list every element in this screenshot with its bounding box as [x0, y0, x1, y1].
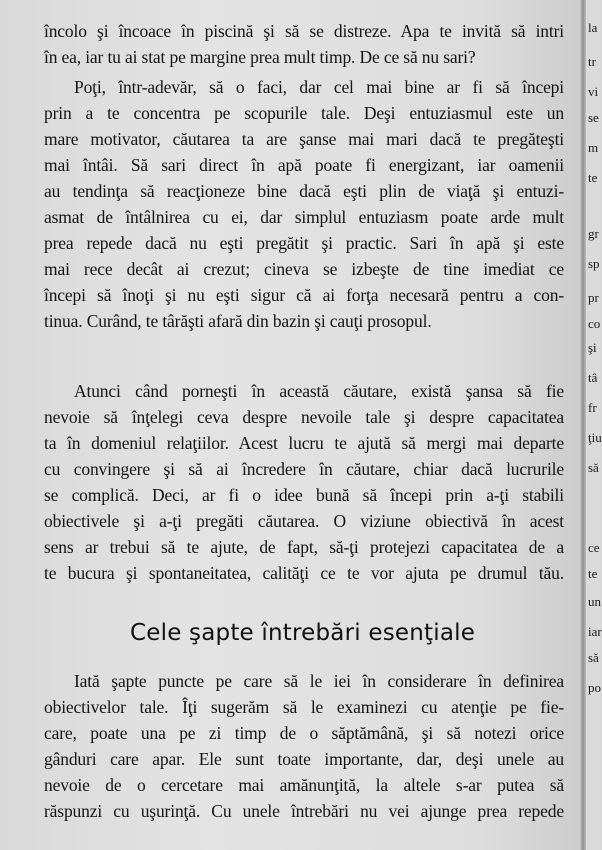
text-line: începi să înoţi şi nu eşti sigur că ai forţa necesară pentru a con-: [44, 285, 564, 305]
facing-page-fragment: se: [588, 110, 599, 125]
facing-page-fragment: co: [588, 316, 601, 331]
text-line: în ea, iar tu ai stat pe margine prea mult timp. De ce să nu sari?: [44, 47, 476, 67]
text-line: nevoie de o cercetare mai amănunţită, la altele s-ar putea să: [44, 775, 564, 795]
text-line: mai rece decât ai crezut; cineva se izbeşte de tine imediat ce: [44, 259, 564, 279]
facing-page-fragment: să: [588, 460, 599, 475]
facing-page-fragment: sp: [588, 256, 600, 271]
facing-page-fragment: să: [588, 650, 599, 665]
text-line: mai întâi. Să sari direct în apă poate fi energizant, iar oamenii: [44, 155, 564, 175]
section-heading: Cele şapte întrebări esenţiale: [130, 620, 476, 646]
facing-page-fragment: m: [588, 140, 599, 155]
text-line: cu convingere şi să ai încredere în căutare, chiar dacă lucrurile: [44, 459, 564, 479]
text-line: Poţi, într-adevăr, să o faci, dar cel mai bine ar fi să începi: [74, 77, 564, 97]
facing-page-fragment: pr: [588, 290, 599, 305]
facing-page-fragment: gr: [588, 226, 599, 241]
text-line: asmat de întâlnirea cu ei, dar simplul entuziasm poate arde mult: [44, 207, 564, 227]
facing-page-edge: [586, 0, 600, 850]
text-line: încolo şi încoace în piscină şi să se distreze. Apa te invită să intri: [44, 21, 564, 41]
text-line: gânduri care apar. Ele sunt toate importante, dar, deşi unele au: [44, 749, 564, 769]
facing-page-fragment: iar: [588, 624, 602, 639]
text-line: ta în domeniul relaţiilor. Acest lucru te ajută să mergi mai departe: [44, 433, 564, 453]
text-line: obiectivele şi a-ţi pregăti căutarea. O viziune obiectivă în acest: [44, 511, 564, 531]
text-line: mare motivator, căutarea ta are şanse mai mari dacă te pregăteşti: [44, 129, 564, 149]
text-line: sens ar trebui să te ajute, de fapt, să-ţi protejezi capacitatea de a: [44, 537, 564, 557]
facing-page-fragment: vi: [588, 84, 599, 99]
text-line: Iată şapte puncte pe care să le iei în considerare în definirea: [74, 671, 564, 691]
text-line: prin a te concentra pe scopurile tale. Deşi entuziasmul este un: [44, 103, 564, 123]
facing-page-fragment: ce: [588, 540, 600, 555]
text-line: te bucura şi spontaneitatea, calităţi ce te vor ajuta pe drumul tău.: [44, 563, 564, 583]
text-line: au tendinţa să reacţioneze bine dacă eşti plin de viaţă şi entuzi-: [44, 181, 564, 201]
facing-page-fragment: la: [588, 20, 598, 35]
facing-page-fragment: tâ: [588, 370, 598, 385]
facing-page-fragment: te: [588, 566, 598, 581]
facing-page-fragment: fr: [588, 400, 597, 415]
facing-page-fragment: po: [588, 680, 601, 695]
text-line: care, poate una pe zi timp de o săptămână, şi să notezi orice: [44, 723, 564, 743]
facing-page-fragment: ţiu: [588, 430, 602, 445]
text-line: prea repede dacă nu eşti pregătit şi practic. Sari în apă şi este: [44, 233, 564, 253]
text-line: se complică. Deci, ar fi o idee bună să începi prin a-ţi stabili: [44, 485, 564, 505]
text-line: tinua. Curând, te târăşti afară din bazin şi cauţi prosopul.: [44, 311, 432, 331]
text-line: Atunci când porneşti în această căutare, există şansa să fie: [74, 381, 564, 401]
facing-page-fragment: tr: [588, 54, 596, 69]
text-line: nevoie să înţelegi ceva despre nevoile tale şi despre capacitatea: [44, 407, 564, 427]
facing-page-fragment: te: [588, 170, 598, 185]
facing-page-fragment: un: [588, 594, 601, 609]
text-line: obiectivelor tale. Îţi sugerăm să le examinezi cu atenţie pe fie-: [44, 697, 564, 717]
facing-page-fragment: şi: [588, 340, 597, 355]
text-line: răspunzi cu uşurinţă. Cu unele întrebări nu vei ajunge prea repede: [44, 801, 564, 821]
